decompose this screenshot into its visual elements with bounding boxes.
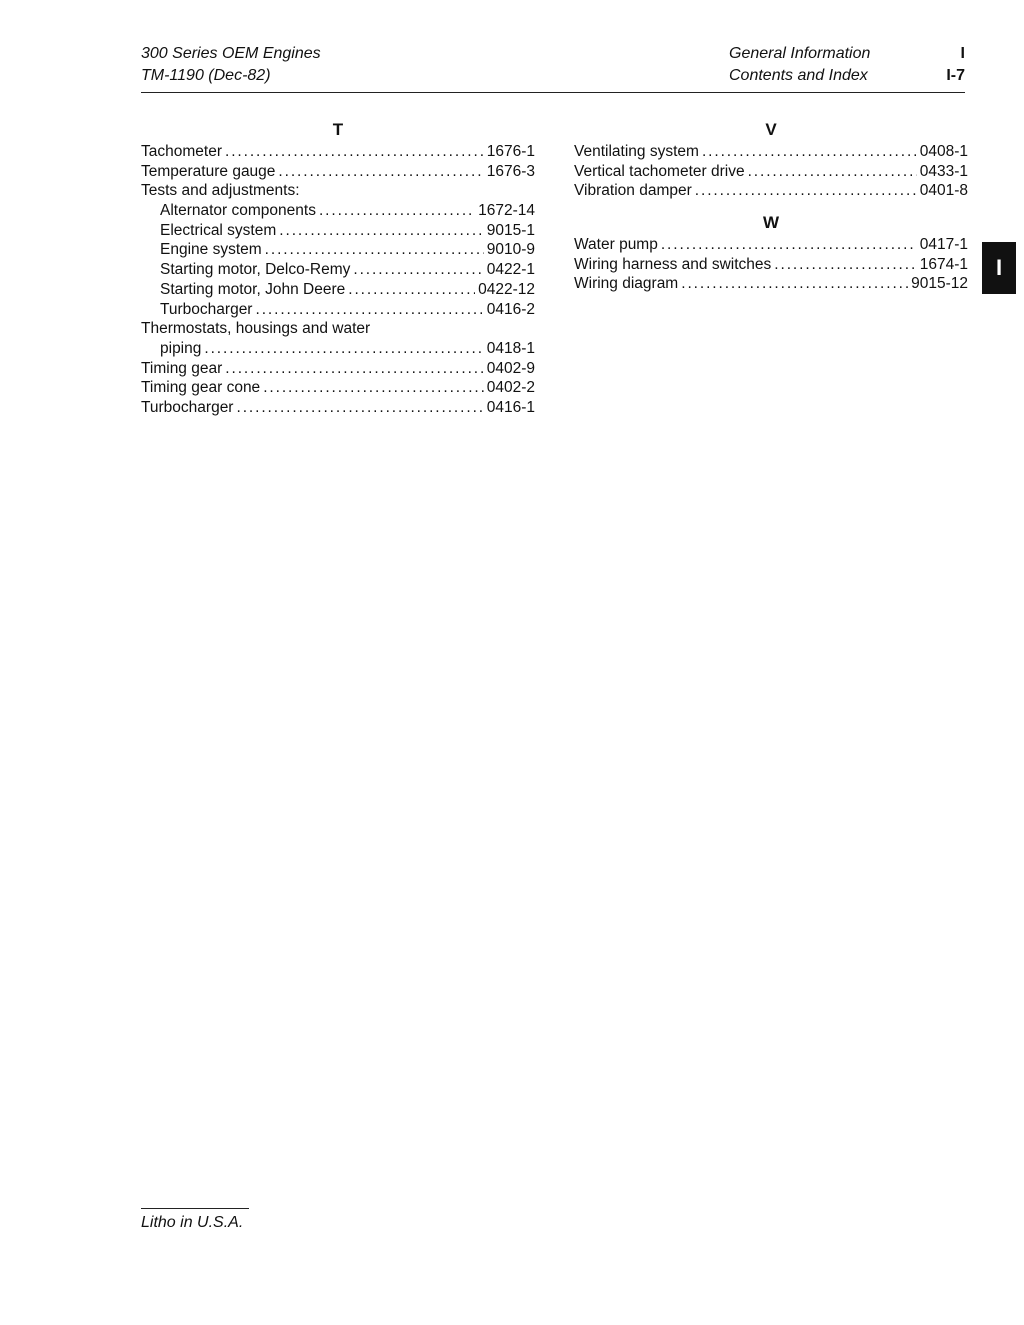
index-entry-label: Engine system (160, 241, 262, 259)
index-entry-page: 0408-1 (919, 143, 968, 160)
index-column-left (141, 118, 535, 418)
dot-leader (225, 359, 483, 379)
section-mark: I (960, 45, 965, 62)
index-entries-t (141, 142, 535, 418)
dot-leader (774, 255, 916, 275)
index-entry-label: Vibration damper (574, 182, 692, 200)
index-entry (141, 339, 535, 359)
index-entry-label: Wiring harness and switches (574, 255, 772, 273)
index-entry-label: piping (160, 339, 202, 357)
index-entry-page: 1676-3 (486, 162, 535, 180)
index-entry-page: 9015-1 (486, 221, 535, 239)
dot-leader (319, 201, 475, 221)
index-entry-page: 0402-2 (486, 379, 535, 397)
index-letter-v: V (765, 120, 777, 139)
index-entry-label: Temperature gauge (141, 162, 276, 180)
index-entry (141, 260, 535, 280)
index-entry (141, 300, 535, 320)
index-entry-label: Electrical system (160, 221, 277, 239)
dot-leader (702, 142, 917, 162)
index-entry-label: Wiring diagram (574, 275, 679, 293)
manual-title: 300 Series OEM Engines (141, 45, 321, 62)
page-number: I-7 (946, 67, 965, 84)
dot-leader (681, 274, 908, 294)
index-entry-label: Timing gear (141, 359, 223, 377)
index-entry (141, 398, 535, 418)
index-entry (141, 181, 535, 201)
index-entry (141, 319, 535, 339)
index-entry-label: Starting motor, Delco-Remy (160, 261, 351, 279)
dot-leader (695, 181, 917, 201)
footer-imprint: Litho in U.S.A. (141, 1214, 244, 1231)
index-entry (574, 235, 968, 255)
index-entry (574, 181, 968, 201)
index-entries-v (574, 142, 968, 201)
index-entry (141, 240, 535, 260)
index-entry (141, 221, 535, 241)
index-entry-page: 1674-1 (919, 255, 968, 273)
index-entry-label: Tests and adjustments: (141, 182, 300, 200)
index-entry-page: 0422-12 (478, 280, 535, 298)
index-entry-label: Alternator components (160, 202, 316, 220)
index-entry-page: 0433-1 (919, 162, 968, 180)
footer-rule (141, 1208, 249, 1209)
index-entry-page: 1676-1 (486, 143, 535, 160)
index-entry-label: Turbocharger (160, 300, 253, 318)
section-tab-label: I (995, 255, 1003, 280)
index-entry-label: Turbocharger (141, 398, 234, 416)
header-rule (141, 92, 965, 93)
index-entry-label: Thermostats, housings and water (141, 320, 371, 338)
index-letter-w: W (762, 213, 780, 233)
index-entry (574, 255, 968, 275)
index-entry-page: 0416-1 (486, 398, 535, 416)
index-entry-page: 0417-1 (919, 236, 968, 254)
index-entry (141, 162, 535, 182)
dot-leader (278, 162, 483, 182)
index-entry (574, 274, 968, 294)
index-entry-page: 0416-2 (486, 300, 535, 318)
dot-leader (225, 142, 484, 162)
dot-leader (204, 339, 483, 359)
index-entry-page: 9015-12 (911, 275, 968, 293)
index-entry-label: Ventilating system (574, 143, 699, 160)
index-letter-t: T (332, 120, 344, 139)
index-entry (141, 280, 535, 300)
index-entry-label: Water pump (574, 236, 658, 254)
index-entry (141, 378, 535, 398)
manual-code-date: TM-1190 (Dec-82) (141, 67, 271, 84)
dot-leader (255, 300, 483, 320)
dot-leader (236, 398, 483, 418)
index-entry-label: Starting motor, John Deere (160, 280, 346, 298)
index-entry-page: 0402-9 (486, 359, 535, 377)
dot-leader (279, 221, 483, 241)
index-entry (141, 359, 535, 379)
dot-leader (748, 162, 917, 182)
section-tab-marker (982, 242, 1016, 294)
index-entry-page: 1672-14 (478, 202, 535, 220)
dot-leader (353, 260, 483, 280)
index-entry (141, 142, 535, 162)
subsection-title: Contents and Index (729, 67, 868, 84)
index-entry (574, 142, 968, 162)
index-column-right (574, 118, 968, 294)
index-entry-page: 0401-8 (919, 182, 968, 200)
index-entry (141, 201, 535, 221)
dot-leader (263, 378, 484, 398)
section-title: General Information (729, 45, 871, 62)
index-entry-page: 0422-1 (486, 261, 535, 279)
dot-leader (348, 280, 475, 300)
dot-leader (661, 235, 917, 255)
dot-leader (265, 240, 484, 260)
index-entries-w (574, 235, 968, 294)
index-entry-label: Timing gear cone (141, 379, 261, 397)
index-entry-page: 0418-1 (486, 339, 535, 357)
index-entry-label: Vertical tachometer drive (574, 162, 745, 180)
page-header (141, 44, 965, 92)
index-entry-label: Tachometer (141, 143, 222, 160)
index-entry (574, 162, 968, 182)
index-entry-page: 9010-9 (486, 241, 535, 259)
